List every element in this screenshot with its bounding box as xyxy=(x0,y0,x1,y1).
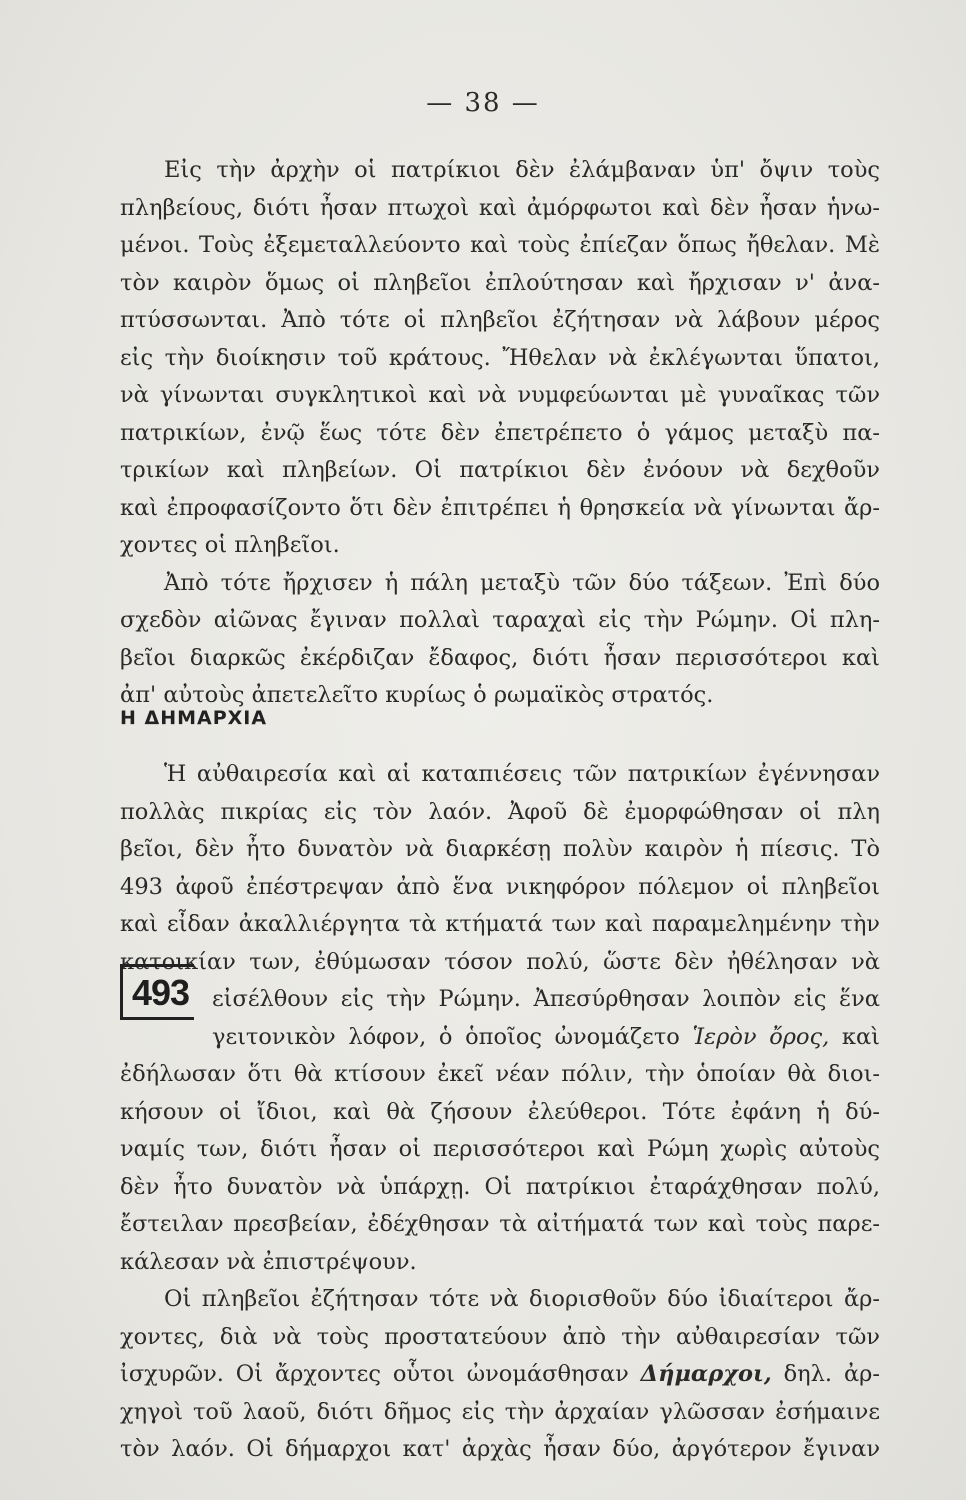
margin-year-box: 493 xyxy=(120,964,194,1020)
text-line-tribunes-term xyxy=(120,1356,880,1394)
page-number: — 38 — xyxy=(426,88,540,118)
text-line: 493 ἀφοῦ ἐπέστρεψαν ἀπὸ ἕνα νικηφόρον πόλεμον οἱ πληβεῖοι xyxy=(120,873,880,900)
text-line: καὶ ἐπροφασίζοντο ὅτι δὲν ἐπιτρέπει ἡ θρησκεία νὰ γίνωνται ἄρ- xyxy=(120,494,880,521)
text-line: εἰσέλθουν εἰς τὴν Ρώμην. Ἀπεσύρθησαν λοιπὸν εἰς ἕνα xyxy=(212,986,880,1012)
paragraph-secession xyxy=(120,756,880,981)
text-line: Οἱ πληβεῖοι ἐζήτησαν τότε νὰ διορισθοῦν δύο ἰδιαίτεροι ἄρ- xyxy=(164,1286,880,1312)
text-line: μένοι. Τοὺς ἐξεμεταλλεύοντο καὶ τοὺς ἐπίεζαν ὅπως ἤθελαν. Μὲ xyxy=(120,232,880,258)
text-line: βεῖοι, δὲν ἦτο δυνατὸν νὰ διαρκέσῃ πολὺν καιρὸν ἡ πίεσις. Τὸ xyxy=(120,836,880,862)
wrapped-lines xyxy=(212,981,880,1056)
text-line: πατρικίων, ἐνῷ ἕως τότε δὲν ἐπετρέπετο ὁ γάμος μεταξὺ πα- xyxy=(120,419,880,446)
text-segment: γειτονικὸν λόφον, ὁ ὁποῖος ὠνομάζετο xyxy=(212,1023,680,1050)
text-line: Εἰς τὴν ἀρχὴν οἱ πατρίκιοι δὲν ἐλάμβαναν ὑπ' ὄψιν τοὺς xyxy=(164,157,880,183)
text-line: τὸν λαόν. Οἱ δήμαρχοι κατ' ἀρχὰς ἦσαν δύο, ἀργότερον ἔγιναν xyxy=(120,1436,880,1462)
paragraph-return xyxy=(120,1056,880,1281)
text-line: σχεδὸν αἰῶνας ἔγιναν πολλαὶ ταραχαὶ εἰς τὴν Ρώμην. Οἱ πλη- xyxy=(120,607,880,633)
paragraph-tribunes xyxy=(120,1281,880,1469)
text-line: ναμίς των, διότι ἦσαν οἱ περισσότεροι καὶ Ρώμη χωρὶς αὐτοὺς xyxy=(120,1136,880,1162)
text-line: χηγοὶ τοῦ λαοῦ, διότι δῆμος εἰς τὴν ἀρχαίαν γλῶσσαν ἐσήμαινε xyxy=(120,1398,880,1425)
text-line: ἀπ' αὐτοὺς ἀπετελεῖτο κυρίως ὁ ρωμαϊκὸς στρατός. xyxy=(120,682,714,708)
text-line: ἐδήλωσαν ὅτι θὰ κτίσουν ἐκεῖ νέαν πόλιν, τὴν ὁποίαν θὰ διοι- xyxy=(120,1061,880,1087)
text-line: εἰς τὴν διοίκησιν τοῦ κράτους. Ἤθελαν νὰ ἐκλέγωνται ὕπατοι, xyxy=(120,344,880,371)
text-line: κατοικίαν των, ἐθύμωσαν τόσον πολύ, ὥστε δὲν ἠθέλησαν νὰ xyxy=(120,948,880,975)
text-line: τὸν καιρὸν ὅμως οἱ πληβεῖοι ἐπλούτησαν καὶ ἤρχισαν ν' ἀνα- xyxy=(120,269,880,296)
text-line: κάλεσαν νὰ ἐπιστρέψουν. xyxy=(120,1248,417,1275)
sacred-mount-term: Ἱερὸν ὄρος, xyxy=(692,1023,830,1050)
text-line: κήσουν οἱ ἴδιοι, καὶ θὰ ζήσουν ἐλεύθεροι. Τότε ἐφάνη ἡ δύ- xyxy=(120,1098,880,1125)
text-line: τρικίων καὶ πληβείων. Οἱ πατρίκιοι δὲν ἐνόουν νὰ δεχθοῦν xyxy=(120,457,880,483)
text-line: πολλὰς πικρίας εἰς τὸν λαόν. Ἀφοῦ δὲ ἐμορφώθησαν οἱ πλη xyxy=(120,798,880,825)
text-segment: ἰσχυρῶν. Οἱ ἄρχοντες οὗτοι ὠνομάσθησαν xyxy=(120,1361,629,1387)
text-line: πτύσσωνται. Ἀπὸ τότε οἱ πληβεῖοι ἐζήτησαν νὰ λάβουν μέρος xyxy=(120,307,880,333)
tribunes-term: Δήμαρχοι, xyxy=(640,1361,772,1387)
text-line: Ἡ αὐθαιρεσία καὶ αἱ καταπιέσεις τῶν πατρικίων ἐγέννησαν xyxy=(164,761,880,787)
text-line: χοντες οἱ πληβεῖοι. xyxy=(120,532,340,558)
text-segment: δηλ. ἀρ- xyxy=(783,1361,880,1387)
paragraph-patricians xyxy=(120,152,880,715)
text-line: νὰ γίνωνται συγκλητικοὶ καὶ νὰ νυμφεύωνται μὲ γυναῖκας τῶν xyxy=(120,382,880,408)
text-line: ἔστειλαν πρεσβείαν, ἐδέχθησαν τὰ αἰτήματά των καὶ τοὺς παρε- xyxy=(120,1211,880,1237)
text-segment: καὶ xyxy=(841,1023,880,1050)
text-line: δὲν ἦτο δυνατὸν νὰ ὑπάρχῃ. Οἱ πατρίκιοι ἐταράχθησαν πολύ, xyxy=(120,1173,880,1200)
text-line-sacred-mount xyxy=(212,1019,880,1057)
text-line: καὶ εἶδαν ἀκαλλιέργητα τὰ κτήματά των καὶ παραμελημένην τὴν xyxy=(120,911,880,937)
section-heading: Η ΔΗΜΑΡΧΙΑ xyxy=(120,707,268,729)
text-line: βεῖοι διαρκῶς ἐκέρδιζαν ἔδαφος, διότι ἦσαν περισσότεροι καὶ xyxy=(120,644,880,671)
text-line: πληβείους, διότι ἦσαν πτωχοὶ καὶ ἀμόρφωτοι καὶ δὲν ἦσαν ἡνω- xyxy=(120,194,880,221)
text-line: χοντες, διὰ νὰ τοὺς προστατεύουν ἀπὸ τὴν αὐθαιρεσίαν τῶν xyxy=(120,1323,880,1350)
text-line: Ἀπὸ τότε ἤρχισεν ἡ πάλη μεταξὺ τῶν δύο τάξεων. Ἐπὶ δύο xyxy=(164,569,880,596)
